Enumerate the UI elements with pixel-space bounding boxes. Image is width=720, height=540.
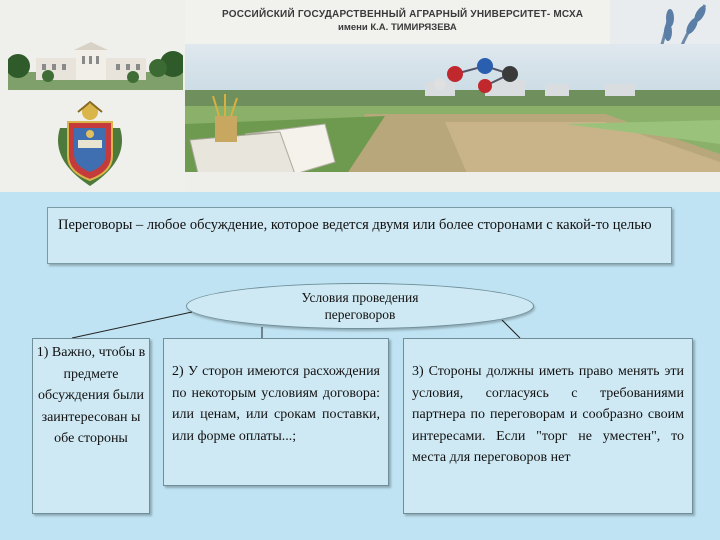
condition-box-2 bbox=[163, 338, 389, 486]
university-subtitle: имени К.А. ТИМИРЯЗЕВА bbox=[338, 22, 457, 33]
connector-left bbox=[72, 312, 192, 338]
university-title: РОССИЙСКИЙ ГОСУДАРСТВЕННЫЙ АГРАРНЫЙ УНИВЕРСИТЕТ- МСХА bbox=[222, 9, 584, 20]
condition-box-3 bbox=[403, 338, 693, 514]
center-node-line2: переговоров bbox=[324, 307, 396, 322]
condition-box-1: 1) Важно, чтобы в предмете обсуждения были заинтересован ы обе стороны bbox=[32, 338, 150, 514]
center-node-line1: Условия проведения bbox=[301, 290, 419, 305]
conditions-center-node bbox=[186, 283, 534, 329]
condition-text-3: 3) Стороны должны иметь право менять эти условия, согласуясь с требованиями партнера по переговорам и сообразно своим интересами. Если "торг не уместен", то места для переговоров нет bbox=[412, 364, 684, 465]
definition-box: Переговоры – любое обсуждение, которое ведется двумя или более сторонами с какой-то целью bbox=[47, 207, 672, 264]
condition-text-2: 2) У сторон имеются расхождения по некоторым условиям договора: или ценам, или срокам поставки, или форме оплаты...; bbox=[172, 364, 380, 444]
